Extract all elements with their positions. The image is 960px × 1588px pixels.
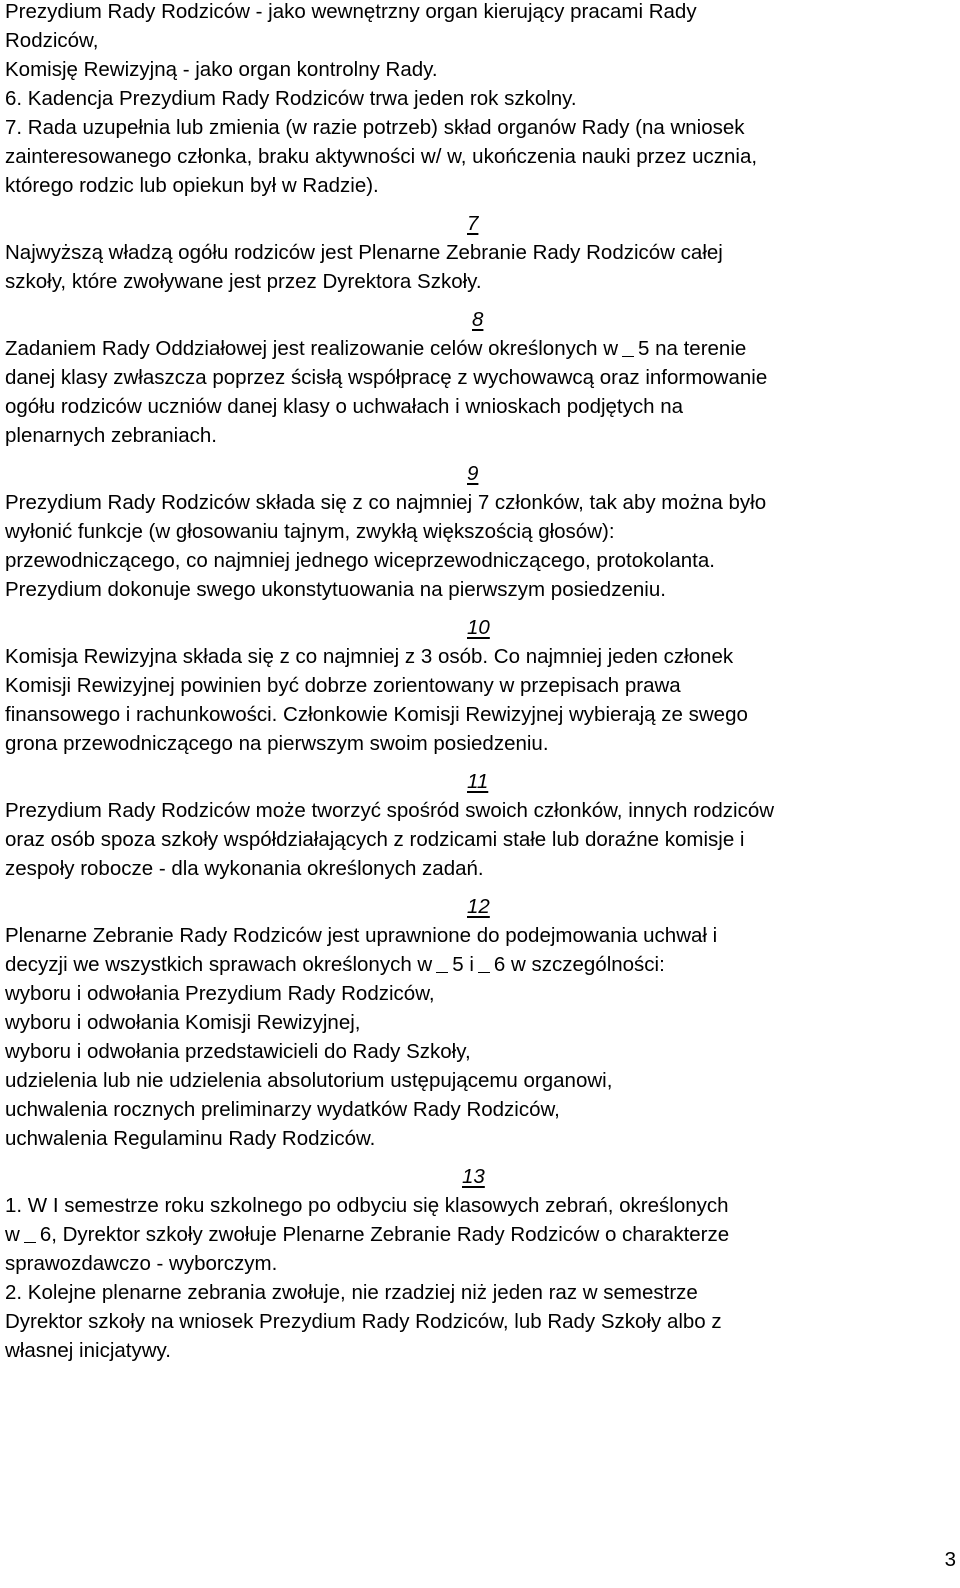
section-heading	[5, 459, 950, 488]
line-text: udzielenia lub nie udzielenia absolutorium ustępującemu organowi,	[5, 1069, 613, 1092]
line-text: uchwalenia rocznych preliminarzy wydatków Rady Rodziców,	[5, 1098, 560, 1121]
line-text: Prezydium dokonuje swego ukonstytuowania na pierwszym posiedzeniu.	[5, 578, 666, 601]
section-sign-icon	[457, 464, 467, 482]
section-number-text: 12	[467, 895, 490, 918]
section-number	[457, 613, 490, 642]
line-text: szkoły, które zwoływane jest przez Dyrektora Szkoły.	[5, 270, 482, 293]
text-line	[5, 421, 950, 450]
line-text: Dyrektor szkoły na wniosek Prezydium Rady Rodziców, lub Rady Szkoły albo z	[5, 1310, 722, 1333]
text-line	[5, 1191, 950, 1220]
line-text: zespoły robocze - dla wykonania określonych zadań.	[5, 857, 484, 880]
line-text: zainteresowanego członka, braku aktywności w/ w, ukończenia nauki przez ucznia,	[5, 145, 758, 168]
text-line	[5, 26, 950, 55]
text-line	[5, 546, 950, 575]
section-number	[457, 767, 488, 796]
text-line	[5, 171, 950, 200]
line-text: Najwyższą władzą ogółu rodziców jest Plenarne Zebranie Rady Rodziców całej	[5, 241, 723, 264]
line-text: 6. Kadencja Prezydium Rady Rodziców trwa jeden rok szkolny.	[5, 87, 577, 110]
section-heading	[5, 209, 950, 238]
line-text-continued: 6 w szczególności:	[493, 953, 665, 976]
line-text: Prezydium Rady Rodziców składa się z co najmniej 7 członków, tak aby można było	[5, 491, 767, 514]
text-line	[5, 1220, 950, 1249]
line-text: finansowego i rachunkowości. Członkowie Komisji Rewizyjnej wybierają ze swego	[5, 703, 748, 726]
line-text: 2. Kolejne plenarne zebrania zwołuje, nie rzadziej niż jeden raz w semestrze	[5, 1281, 698, 1304]
text-line	[5, 825, 950, 854]
line-text: własnej inicjatywy.	[5, 1339, 171, 1362]
section-sign-icon	[478, 954, 490, 973]
section-sign-icon	[457, 214, 467, 232]
line-text: 7. Rada uzupełnia lub zmienia (w razie potrzeb) skład organów Rady (na wniosek	[5, 116, 745, 139]
line-text: oraz osób spoza szkoły współdziałających z rodzicami stałe lub doraźne komisje i	[5, 828, 745, 851]
line-text: Zadaniem Rady Oddziałowej jest realizowanie celów określonych w	[5, 337, 619, 360]
text-line	[5, 238, 950, 267]
section-number-text: 9	[467, 462, 479, 485]
line-text: Plenarne Zebranie Rady Rodziców jest uprawnione do podejmowania uchwał i	[5, 924, 718, 947]
text-line	[5, 517, 950, 546]
text-line	[5, 55, 950, 84]
section-sign-icon	[457, 618, 467, 636]
text-line	[5, 1124, 950, 1153]
text-line	[5, 700, 950, 729]
section-sign-icon	[622, 338, 634, 357]
section-heading	[5, 613, 950, 642]
line-text-continued: 6, Dyrektor szkoły zwołuje Plenarne Zebranie Rady Rodziców o charakterze	[39, 1223, 730, 1246]
line-text: wyłonić funkcje (w głosowaniu tajnym, zwykłą większością głosów):	[5, 520, 615, 543]
text-line	[5, 334, 950, 363]
line-text: ogółu rodziców uczniów danej klasy o uchwałach i wnioskach podjętych na	[5, 395, 684, 418]
text-line	[5, 392, 950, 421]
line-text: wyboru i odwołania Komisji Rewizyjnej,	[5, 1011, 361, 1034]
text-line	[5, 1249, 950, 1278]
section-number-text: 11	[467, 770, 489, 793]
section-number-text: 13	[462, 1165, 485, 1188]
text-line	[5, 1336, 950, 1365]
line-text: Komisji Rewizyjnej powinien być dobrze zorientowany w przepisach prawa	[5, 674, 681, 697]
section-number	[457, 459, 478, 488]
line-text: grona przewodniczącego na pierwszym swoim posiedzeniu.	[5, 732, 549, 755]
section-heading	[5, 892, 950, 921]
section-number-text: 7	[467, 212, 479, 235]
text-line	[5, 1307, 950, 1336]
line-text: plenarnych zebraniach.	[5, 424, 217, 447]
text-line	[5, 267, 950, 296]
page-number: 3	[944, 1548, 956, 1571]
line-text-continued: 5 i	[452, 953, 474, 976]
section-number	[457, 209, 478, 238]
text-line	[5, 950, 950, 979]
text-line	[5, 113, 950, 142]
section-heading	[5, 767, 950, 796]
text-line	[5, 979, 950, 1008]
text-line	[5, 575, 950, 604]
text-line	[5, 921, 950, 950]
section-heading	[5, 1162, 950, 1191]
text-line	[5, 729, 950, 758]
line-text: Prezydium Rady Rodziców może tworzyć spośród swoich członków, innych rodziców	[5, 799, 775, 822]
line-text: Rodziców,	[5, 29, 99, 52]
section-number	[457, 892, 490, 921]
text-line	[5, 488, 950, 517]
line-text: Komisję Rewizyjną - jako organ kontrolny Rady.	[5, 58, 438, 81]
line-text: sprawozdawczo - wyborczym.	[5, 1252, 278, 1275]
section-sign-icon	[457, 772, 467, 790]
line-text: decyzji we wszystkich sprawach określonych w	[5, 953, 433, 976]
text-line	[5, 142, 950, 171]
line-text: 1. W I semestrze roku szkolnego po odbyciu się klasowych zebrań, określonych	[5, 1194, 729, 1217]
line-text: wyboru i odwołania Prezydium Rady Rodziców,	[5, 982, 435, 1005]
text-line	[5, 1066, 950, 1095]
text-line	[5, 1037, 950, 1066]
line-text-continued: 5 na terenie	[638, 337, 747, 360]
line-text: wyboru i odwołania przedstawicieli do Rady Szkoły,	[5, 1040, 471, 1063]
text-line	[5, 796, 950, 825]
section-number	[462, 305, 483, 334]
document-body	[5, 0, 950, 1365]
section-sign-icon	[24, 1224, 36, 1243]
line-text: w	[5, 1223, 20, 1246]
text-line	[5, 642, 950, 671]
line-text: Prezydium Rady Rodziców - jako wewnętrzny organ kierujący pracami Rady	[5, 0, 697, 23]
text-line	[5, 1008, 950, 1037]
section-sign-icon	[457, 897, 467, 915]
text-line	[5, 363, 950, 392]
text-line	[5, 854, 950, 883]
line-text: którego rodzic lub opiekun był w Radzie).	[5, 174, 379, 197]
section-sign-icon	[462, 310, 472, 328]
text-line	[5, 671, 950, 700]
section-number	[452, 1162, 485, 1191]
text-line	[5, 0, 950, 26]
section-sign-icon	[436, 954, 448, 973]
section-heading	[5, 305, 950, 334]
section-number-text: 8	[472, 308, 484, 331]
section-sign-icon	[452, 1167, 462, 1185]
line-text: Komisja Rewizyjna składa się z co najmniej z 3 osób. Co najmniej jeden członek	[5, 645, 734, 668]
line-text: przewodniczącego, co najmniej jednego wiceprzewodniczącego, protokolanta.	[5, 549, 715, 572]
section-number-text: 10	[467, 616, 490, 639]
text-line	[5, 1278, 950, 1307]
text-line	[5, 84, 950, 113]
line-text: uchwalenia Regulaminu Rady Rodziców.	[5, 1127, 376, 1150]
line-text: danej klasy zwłaszcza poprzez ścisłą współpracę z wychowawcą oraz informowanie	[5, 366, 768, 389]
text-line	[5, 1095, 950, 1124]
